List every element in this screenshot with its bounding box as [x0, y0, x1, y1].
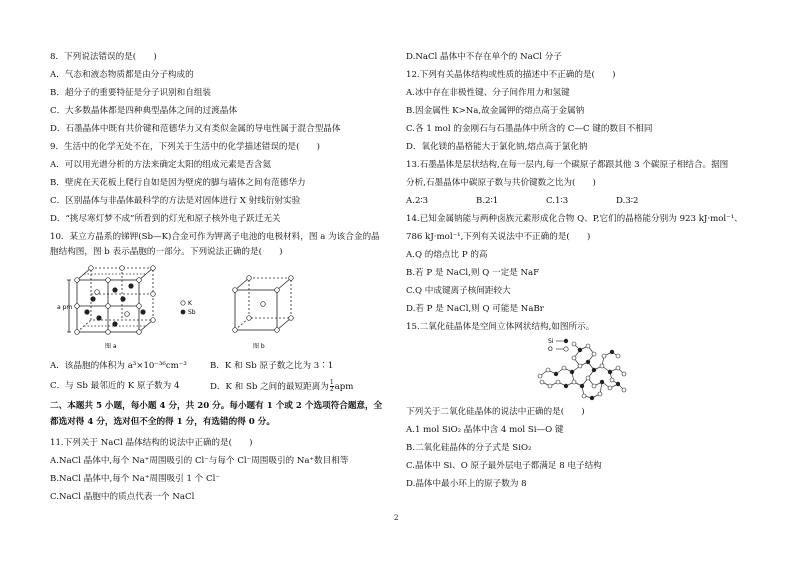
q15-option-d: D.晶体中最小环上的原子数为 8: [406, 479, 527, 489]
sio2-legend: [548, 338, 568, 353]
q10-option-b: B．K 和 Sb 原子数之比为 3∶1: [210, 361, 334, 371]
legend: [181, 300, 196, 316]
q11-option-a: A.NaCl 晶体中,每个 Na⁺周围吸引的 Cl⁻与每个 Cl⁻周围吸引的 Na⁺数目相等: [50, 456, 349, 466]
q12-stem: 12.下列有关晶体结构或性质的描述中不正确的是( ): [406, 70, 616, 80]
legend-k-label: K: [188, 300, 192, 307]
sio2-network-figure: [528, 334, 636, 404]
q14-option-c: C.Q 中成键离子核间距较大: [406, 286, 511, 296]
q15-option-c: C.晶体中 Si、O 原子最外层电子都满足 8 电子结构: [406, 461, 602, 471]
legend-sb-label: Sb: [188, 309, 196, 316]
q14-option-d: D.若 P 是 NaCl,则 Q 可能是 NaBr: [406, 304, 544, 314]
q11-option-c: C.NaCl 晶胞中的质点代表一个 NaCl: [50, 492, 195, 502]
q8-option-a: A．气态和液态物质都是由分子构成的: [50, 70, 194, 80]
q10-stem-line1: 10．某立方晶系的锑钾(Sb—K)合金可作为钾离子电池的电极材料，图 a 为该合金的晶: [50, 232, 380, 242]
q12-option-d: D．氧化镁的晶格能大于氯化钠,熔点高于氯化钠: [406, 142, 588, 152]
q13-option-d: D.3∶2: [616, 196, 639, 206]
q13-stem-line1: 13.石墨晶体是层状结构,在每一层内,每一个碳原子都跟其他 3 个碳原子相结合。据图: [406, 160, 729, 170]
q8-option-b: B．超分子的重要特征是分子识别和自组装: [50, 88, 212, 98]
q10-option-a: A．该晶胞的体积为 a³×10⁻³⁶cm⁻³: [50, 361, 187, 371]
q13-option-b: B.2∶1: [476, 196, 499, 206]
section-two-heading-line1: 二、本题共 5 小题，每小题 4 分，共 20 分。每小题有 1 个或 2 个选项符合题意，全: [50, 401, 383, 411]
legend-o-label: O: [548, 346, 553, 353]
fraction-numerator: 1: [329, 379, 334, 386]
q14-stem-line2: 786 kJ·mol⁻¹,下列有关说法中不正确的是( ): [406, 232, 591, 242]
q10-option-d: [210, 380, 353, 393]
lattice-parameter-label: a pm: [57, 304, 73, 311]
q9-option-d: D．“挑尽寒灯梦不成”所看到的灯光和原子核外电子跃迁无关: [50, 214, 281, 224]
q14-option-a: A.Q 的熔点比 P 的高: [406, 250, 488, 260]
q11-option-b: B.NaCl 晶体中,每个 Na⁺周围吸引 1 个 Cl⁻: [50, 474, 220, 484]
figure-a-caption: 图 a: [105, 343, 117, 350]
q11-option-d: D.NaCl 晶体中不存在单个的 NaCl 分子: [406, 52, 562, 62]
section-two-heading-line2: 都选对得 4 分，选对但不全的得 1 分，有选错的得 0 分。: [50, 417, 275, 427]
q14-option-b: B.若 P 是 NaCl,则 Q 一定是 NaF: [406, 268, 540, 278]
q9-stem: 9．生活中的化学无处不在，下列关于生活中的化学描述错误的是( ): [50, 142, 320, 152]
q15-option-a: A.1 mol SiO₂ 晶体中含 4 mol Si—O 键: [406, 425, 564, 435]
q9-option-c: C．区别晶体与非晶体最科学的方法是对固体进行 X 射线衍射实验: [50, 196, 301, 206]
q8-option-c: C．大多数晶体都是四种典型晶体之间的过渡晶体: [50, 106, 238, 116]
q13-stem-line2: 分析,石墨晶体中碳原子数与共价键数之比为( ): [406, 178, 596, 188]
page-number: 2: [394, 514, 399, 522]
q10-option-c: C．与 Sb 最邻近的 K 原子数为 4: [50, 381, 180, 391]
figure-b-caption: 图 b: [253, 343, 265, 350]
q11-stem: 11.下列关于 NaCl 晶体结构的说法中正确的是( ): [50, 438, 253, 448]
q9-option-a: A．可以用光谱分析的方法来确定太阳的组成元素是否含氦: [50, 160, 272, 170]
q15-option-b: B.二氧化硅晶体的分子式是 SiO₂: [406, 443, 532, 453]
q12-option-c: C.各 1 mol 的金刚石与石墨晶体中所含的 C—C 键的数目不相同: [406, 124, 653, 134]
q14-stem-line1: 14.已知金属钠能与两种卤族元素形成化合物 Q、P,它们的晶格能分别为 923 kJ·mol⁻¹、: [406, 214, 743, 224]
q13-option-c: C.1∶3: [546, 196, 569, 206]
legend-si-label: Si: [548, 338, 554, 345]
si-atoms: [554, 348, 620, 400]
q10-figure: [55, 262, 305, 354]
q15-stem-line2: 下列关于二氧化硅晶体的说法中正确的是( ): [406, 407, 585, 417]
q10-stem-line2: 胞结构图，图 b 表示晶胞的一部分。下列说法正确的是( ): [50, 247, 283, 257]
q10-option-d-text: D．K 和 Sb 之间的最短距离为: [210, 382, 329, 392]
q8-option-d: D．石墨晶体中既有共价键和范德华力又有类似金属的导电性属于混合型晶体: [50, 124, 341, 134]
q8-stem: 8．下列说法错误的是( ): [50, 52, 157, 62]
q12-option-b: B.因金属性 K>Na,故金属钾的熔点高于金属钠: [406, 106, 585, 116]
fraction-denominator: 2: [329, 386, 334, 393]
q10-option-d-unit: apm: [334, 382, 354, 392]
q9-option-b: B．壁虎在天花板上爬行自如是因为壁虎的脚与墙体之间有范德华力: [50, 178, 306, 188]
q15-stem: 15.二氧化硅晶体是空间立体网状结构,如图所示。: [406, 322, 595, 332]
q12-option-a: A.冰中存在非极性键、分子间作用力和氢键: [406, 88, 570, 98]
fraction-one-half: [330, 380, 334, 393]
q13-option-a: A.2∶3: [406, 196, 429, 206]
